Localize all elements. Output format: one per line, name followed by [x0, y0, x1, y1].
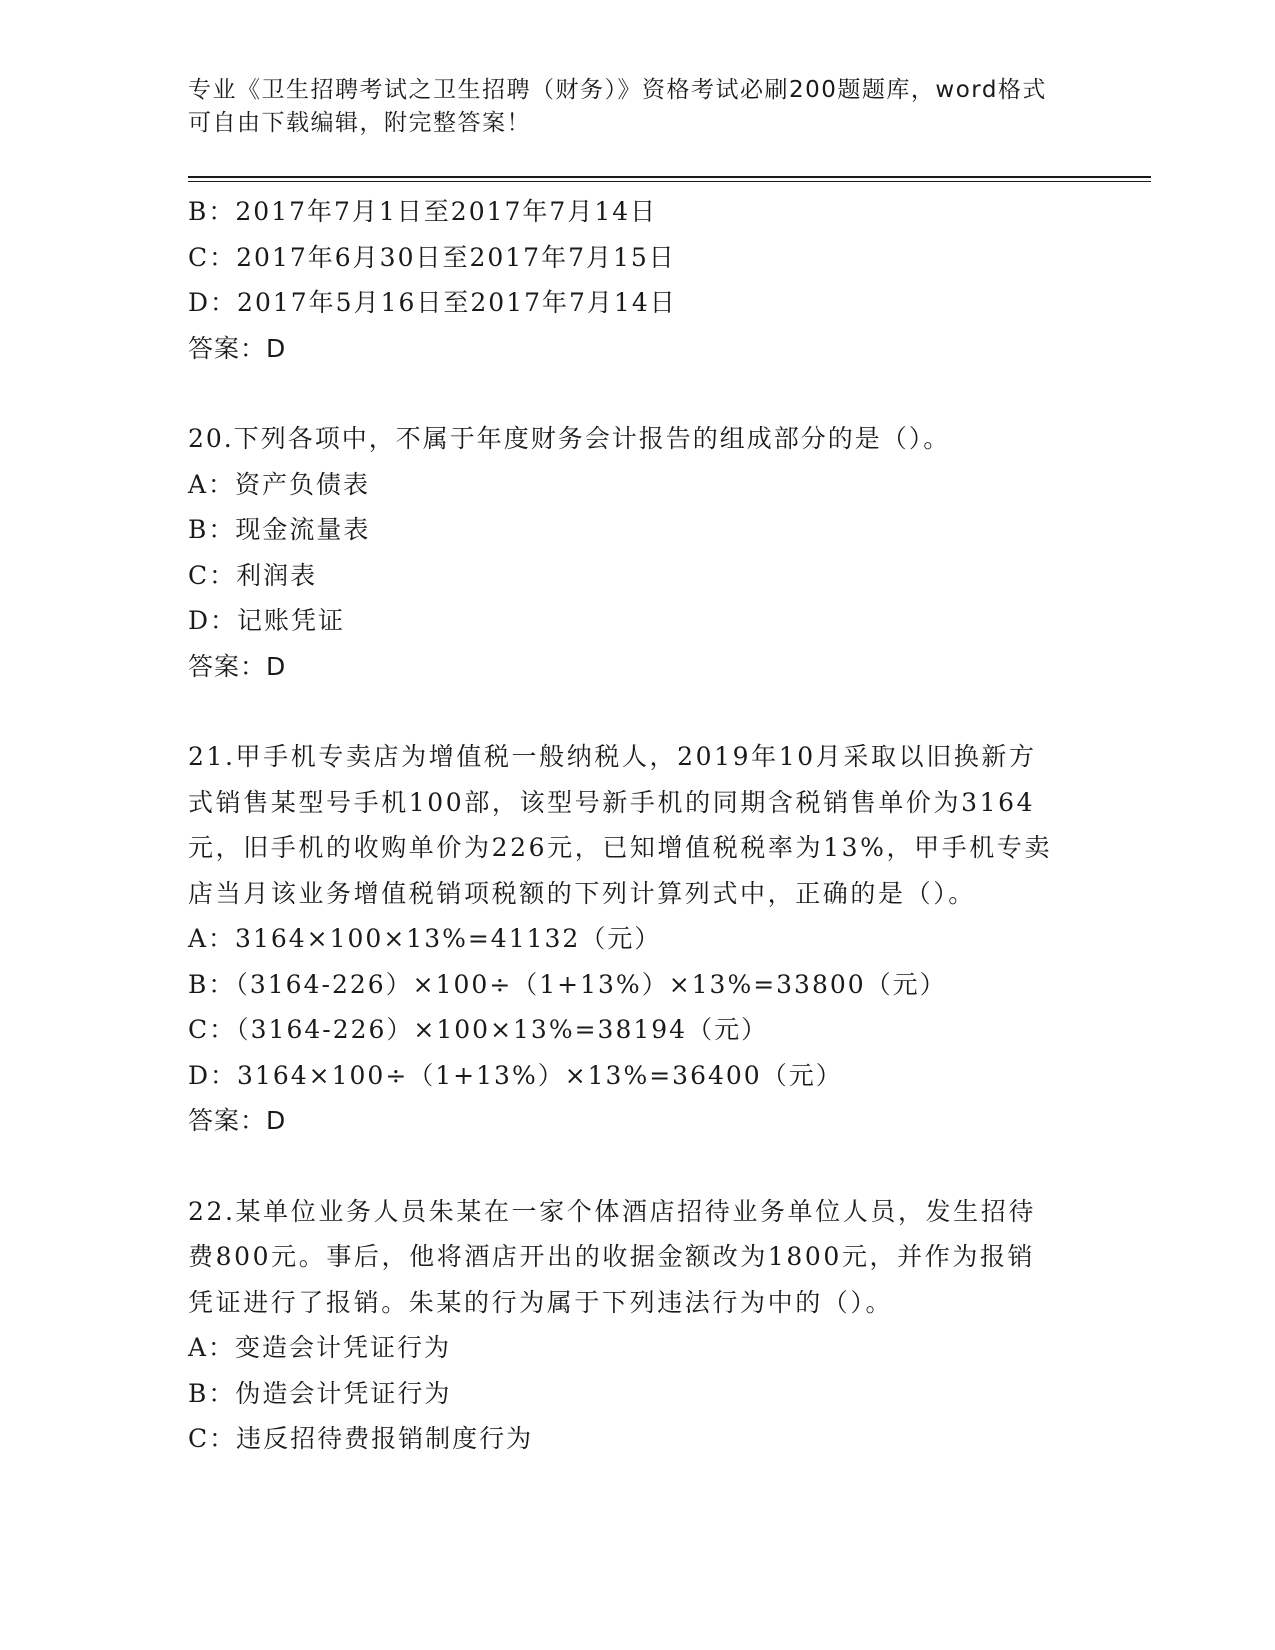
header-rule-thick: [188, 176, 1151, 178]
option-d: D：2017年5月16日至2017年7月14日: [188, 288, 677, 317]
option-d: D：记账凭证: [188, 606, 346, 635]
question-21: [188, 734, 1088, 1144]
question-19-tail: [188, 189, 1088, 371]
option-c: C：违反招待费报销制度行为: [188, 1424, 534, 1453]
question-stem-line-2: 费800元。事后，他将酒店开出的收据金额改为1800元，并作为报销: [188, 1242, 1036, 1271]
option-c: C：（3164-226）×100×13%=38194（元）: [188, 1015, 769, 1044]
answer-label: 答案：D: [188, 1106, 287, 1135]
option-a: A：变造会计凭证行为: [188, 1333, 452, 1362]
question-stem-line-3: 元，旧手机的收购单价为226元，已知增值税税率为13%，甲手机专卖: [188, 833, 1053, 862]
option-a: A：资产负债表: [188, 469, 371, 499]
option-b: B：（3164-226）×100÷（1+13%）×13%=33800（元）: [188, 969, 947, 999]
option-d: D：3164×100÷（1+13%）×13%=36400（元）: [188, 1060, 843, 1090]
question-stem-line-2: 式销售某型号手机100部，该型号新手机的同期含税销售单价为3164: [188, 787, 1036, 817]
option-b: B：现金流量表: [188, 515, 371, 544]
document-body: [188, 189, 1088, 1462]
answer-label: 答案：D: [188, 651, 287, 681]
option-a: A：3164×100×13%=41132（元）: [188, 924, 662, 953]
option-c: C：利润表: [188, 560, 318, 590]
question-stem: 20.下列各项中，不属于年度财务会计报告的组成部分的是（）。: [188, 424, 951, 453]
question-stem-line-1: 22.某单位业务人员朱某在一家个体酒店招待业务单位人员，发生招待: [188, 1196, 1036, 1226]
question-stem-line-1: 21.甲手机专卖店为增值税一般纳税人，2019年10月采取以旧换新方: [188, 742, 1037, 771]
question-22: [188, 1189, 1088, 1462]
option-b: B：伪造会计凭证行为: [188, 1378, 452, 1408]
document-header: [188, 74, 1068, 140]
question-stem-line-4: 店当月该业务增值税销项税额的下列计算列式中，正确的是（）。: [188, 878, 976, 908]
answer-label: 答案：D: [188, 333, 287, 363]
header-rule-thin: [188, 181, 1151, 182]
question-stem-line-3: 凭证进行了报销。朱某的行为属于下列违法行为中的（）。: [188, 1287, 894, 1317]
option-c: C：2017年6月30日至2017年7月15日: [188, 242, 676, 272]
header-line-2: 可自由下载编辑，附完整答案！: [188, 110, 531, 136]
question-20: [188, 416, 1088, 689]
header-line-1: 专业《卫生招聘考试之卫生招聘（财务）》资格考试必刷200题题库，word格式: [188, 77, 1047, 103]
option-b: B：2017年7月1日至2017年7月14日: [188, 197, 658, 226]
